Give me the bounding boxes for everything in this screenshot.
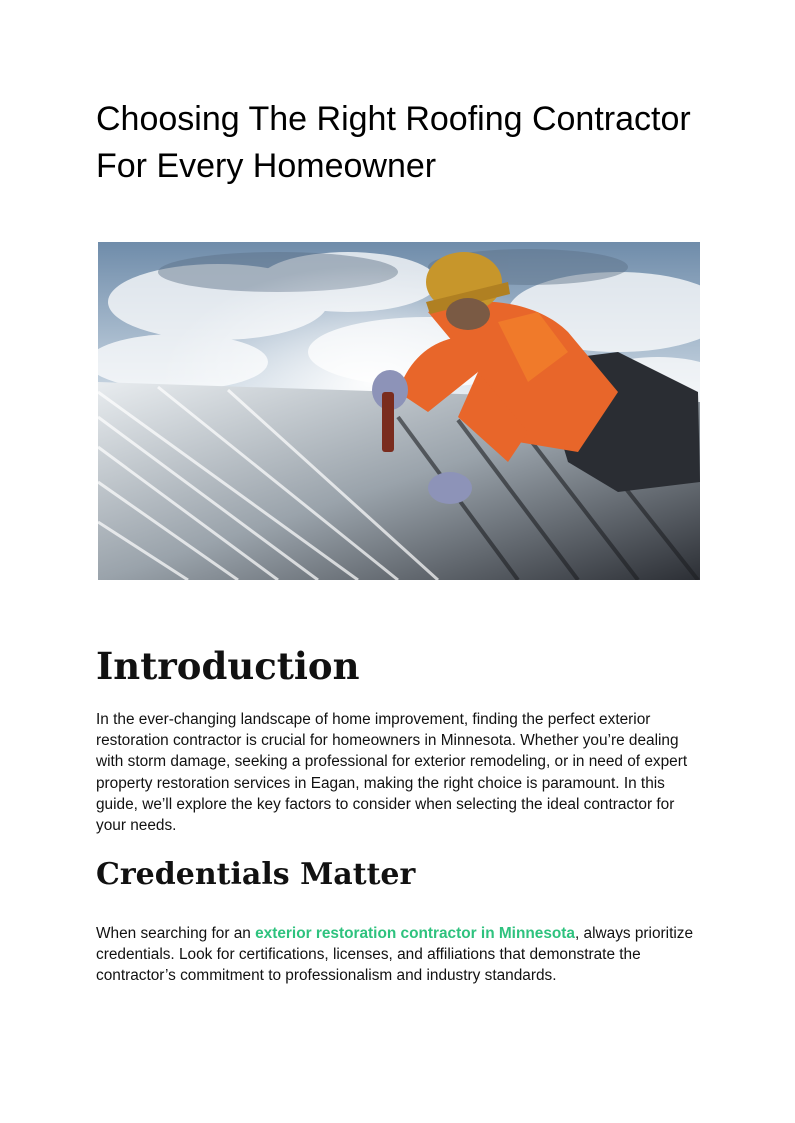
credentials-text-after-link: , always prioritize credentials. Look for certifications, licenses, and affiliations that demonstrate the contractor’s commitment to professionalism and industry standards. [96,925,694,985]
section-heading-credentials: Credentials Matter [96,857,416,892]
credentials-paragraph [96,923,706,987]
exterior-restoration-link[interactable]: exterior restoration contractor in Minnesota [255,925,575,942]
document-title: Choosing The Right Roofing Contractor For Every Homeowner [96,100,691,185]
hero-image [98,242,700,580]
credentials-text-before-link: When searching for an [96,925,256,942]
section-heading-introduction: Introduction [96,644,360,688]
introduction-paragraph: In the ever-changing landscape of home improvement, finding the perfect exterior restoration contractor is crucial for homeowners in Minnesota. Whether you’re dealing with storm damage, seeking a professional for exterior remodeling, or in need of expert property restoration services in Eagan, making the right choice is paramount. In this guide, we’ll explore the key factors to consider when selecting the ideal contractor for your needs. [96,711,688,835]
